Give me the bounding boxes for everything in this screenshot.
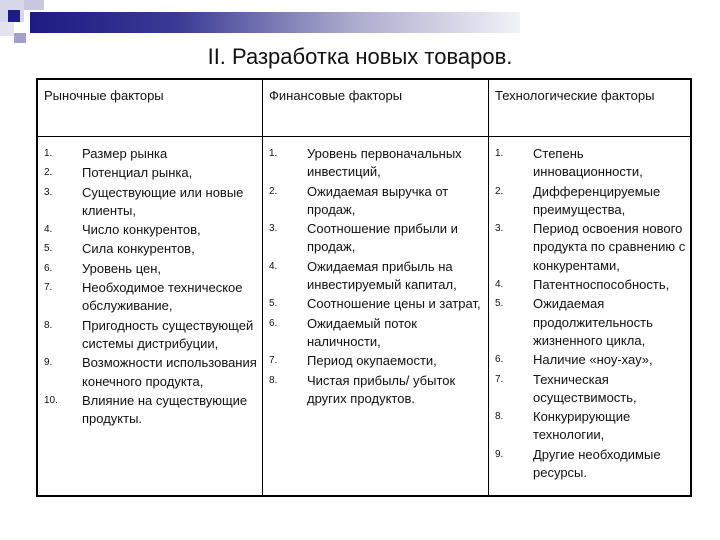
item-number: 2. <box>269 185 278 197</box>
item-number: 10. <box>44 394 58 406</box>
list-item <box>38 164 262 182</box>
slide-title: II. Разработка новых товаров. <box>207 44 513 69</box>
item-number: 8. <box>44 319 53 331</box>
item-text: Сила конкурентов, <box>82 241 195 257</box>
item-number: 6. <box>495 354 504 366</box>
list-item <box>38 279 262 316</box>
item-number: 1. <box>44 148 53 159</box>
item-number: 3. <box>269 223 278 235</box>
header-row <box>37 79 691 137</box>
list-item <box>263 295 488 313</box>
item-text: Техническая осуществимость, <box>533 371 637 405</box>
item-number: 1. <box>495 148 504 159</box>
list-item <box>263 372 488 409</box>
list-item <box>489 183 690 220</box>
item-text: Потенциал рынка, <box>82 165 193 181</box>
item-number: 6. <box>44 262 53 274</box>
list-item <box>38 260 262 278</box>
list-item <box>489 408 690 445</box>
list-item <box>489 351 690 369</box>
list-item <box>38 145 262 163</box>
item-text: Ожидаемая прибыль на инвестируемый капитал, <box>307 258 457 293</box>
item-text: Уровень цен, <box>82 260 162 276</box>
item-text: Существующие или новые клиенты, <box>82 184 244 218</box>
item-number: 9. <box>44 357 53 369</box>
item-number: 9. <box>495 448 504 460</box>
list-item <box>263 220 488 257</box>
item-number: 3. <box>495 223 504 235</box>
item-number: 7. <box>269 355 278 367</box>
item-text: Возможности использования конечного продукта, <box>82 355 257 389</box>
list-item <box>38 392 262 429</box>
list-item <box>38 317 262 354</box>
list-item <box>38 221 262 239</box>
technological-factors-list <box>489 137 690 482</box>
list-item <box>489 220 690 275</box>
list-item <box>38 240 262 258</box>
list-item <box>489 371 690 408</box>
item-number: 6. <box>269 317 278 329</box>
item-text: Ожидаемая продолжительность жизненного цикла, <box>533 296 653 348</box>
header-market: Рыночные факторы <box>37 79 263 137</box>
list-item <box>38 184 262 221</box>
item-text: Степень инновационности, <box>533 146 643 180</box>
list-item <box>489 276 690 294</box>
item-text: Конкурирующие технологии, <box>533 409 631 443</box>
factors-table <box>36 78 692 497</box>
list-item <box>263 315 488 352</box>
item-number: 1. <box>269 148 278 159</box>
item-text: Патентноспособность, <box>533 277 670 293</box>
item-text: Наличие «ноу-хау», <box>533 352 653 368</box>
item-text: Ожидаемый поток наличности, <box>307 315 417 349</box>
item-number: 3. <box>44 186 53 198</box>
header-financial: Финансовые факторы <box>263 79 489 137</box>
item-text: Необходимое техническое обслуживание, <box>82 280 243 314</box>
item-number: 5. <box>44 243 53 255</box>
item-text: Размер рынка <box>82 146 168 161</box>
decor-square <box>14 33 26 43</box>
financial-factors-cell <box>263 137 489 497</box>
list-item <box>263 183 488 220</box>
financial-factors-list <box>263 137 488 408</box>
market-factors-list <box>38 137 262 428</box>
item-text: Пригодность существующей системы дистрибуции, <box>82 317 254 351</box>
item-text: Чистая прибыль/ убыток других продуктов. <box>307 372 456 406</box>
decor-square <box>24 0 44 10</box>
list-item <box>38 354 262 391</box>
item-number: 7. <box>44 282 53 294</box>
body-row <box>37 137 691 497</box>
item-number: 5. <box>269 298 278 310</box>
item-text: Соотношение прибыли и продаж, <box>307 221 458 255</box>
item-text: Период окупаемости, <box>307 353 437 369</box>
item-text: Другие необходимые ресурсы. <box>533 446 661 481</box>
list-item <box>263 258 488 295</box>
list-item <box>489 446 690 483</box>
item-text: Число конкурентов, <box>82 222 201 238</box>
item-number: 8. <box>269 374 278 386</box>
item-text: Ожидаемая выручка от продаж, <box>307 183 449 217</box>
market-factors-cell <box>37 137 263 497</box>
item-number: 8. <box>495 411 504 423</box>
list-item <box>263 352 488 370</box>
item-text: Уровень первоначальных инвестиций, <box>307 146 462 180</box>
item-number: 7. <box>495 373 504 385</box>
item-text: Период освоения нового продукта по сравнению с конкурентами, <box>533 221 686 273</box>
item-text: Влияние на существующие продукты. <box>82 392 248 427</box>
item-number: 2. <box>44 167 53 179</box>
list-item <box>489 295 690 350</box>
technological-factors-cell <box>489 137 692 497</box>
item-number: 2. <box>495 185 504 197</box>
decor-square <box>0 22 14 36</box>
item-text: Соотношение цены и затрат, <box>307 296 481 312</box>
header-technological: Технологические факторы <box>489 79 692 137</box>
item-number: 4. <box>269 260 278 272</box>
item-number: 4. <box>495 279 504 291</box>
item-number: 5. <box>495 298 504 310</box>
list-item <box>489 145 690 182</box>
item-text: Дифференцируемые преимущества, <box>533 183 661 217</box>
header-gradient-bar <box>30 12 520 33</box>
list-item <box>263 145 488 182</box>
item-number: 4. <box>44 224 53 236</box>
decor-square <box>8 10 20 22</box>
